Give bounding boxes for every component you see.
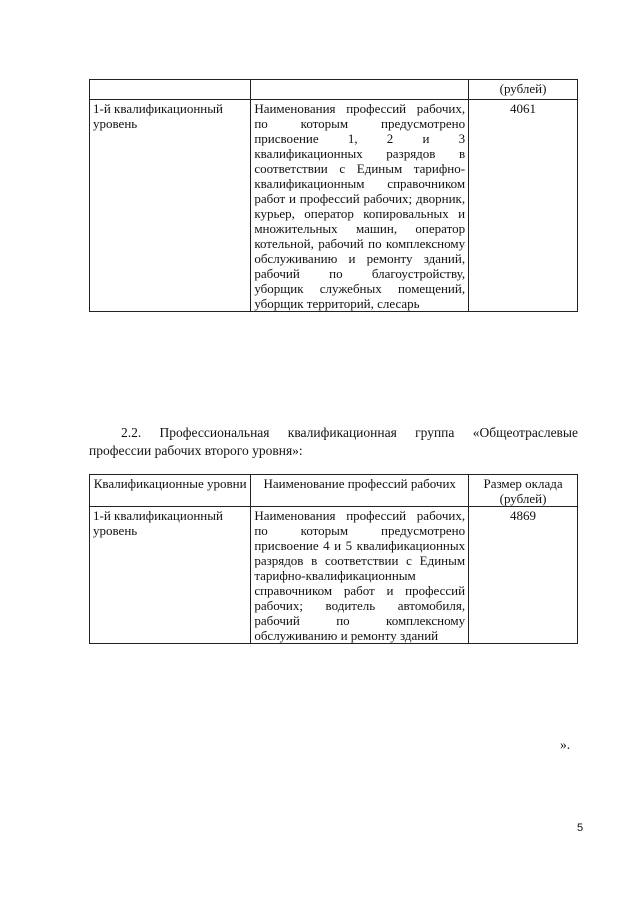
section-paragraph bbox=[89, 424, 578, 460]
salary-cell: 4869 bbox=[469, 507, 578, 644]
salary-table-second-group bbox=[89, 474, 578, 644]
header-cell-level: Квалификационные уровни bbox=[90, 475, 251, 507]
header-cell-professions: Наименование профессий рабочих bbox=[251, 475, 469, 507]
header-cell-unit: (рублей) bbox=[469, 80, 578, 100]
table-header-row bbox=[90, 80, 578, 100]
professions-cell: Наименования профессий рабочих, по которым предусмотрено присвоение 4 и 5 квалификационных разрядов в соответствии с Единым тарифно-квалификационным справочником работ и профессий рабочих; водитель автомобиля, рабочий по комплексному обслуживанию и ремонту зданий bbox=[251, 507, 469, 644]
table-row bbox=[90, 100, 578, 312]
page-number: 5 bbox=[577, 822, 584, 834]
paragraph-text: 2.2. Профессиональная квалификационная группа «Общеотраслевые профессии рабочих второго уровня»: bbox=[89, 425, 578, 458]
header-cell-professions bbox=[251, 80, 469, 100]
qualification-level-cell: 1-й квалификационный уровень bbox=[90, 507, 251, 644]
table-header-row bbox=[90, 475, 578, 507]
professions-cell: Наименования профессий рабочих, по которым предусмотрено присвоение 1, 2 и 3 квалификационных разрядов в соответствии с Единым тарифно-квалификационным справочником работ и профессий рабочих; дворник, курьер, оператор копировальных и множительных машин, оператор котельной, рабочий по комплексному обслуживанию и ремонту зданий, рабочий по благоустройству, уборщик служебных помещений, уборщик территорий, слесарь bbox=[251, 100, 469, 312]
salary-table-first-group bbox=[89, 79, 578, 312]
header-cell-level bbox=[90, 80, 251, 100]
salary-cell: 4061 bbox=[469, 100, 578, 312]
header-cell-salary: Размер оклада (рублей) bbox=[469, 475, 578, 507]
table-row bbox=[90, 507, 578, 644]
closing-quote: ». bbox=[560, 737, 571, 752]
qualification-level-cell: 1-й квалификационный уровень bbox=[90, 100, 251, 312]
